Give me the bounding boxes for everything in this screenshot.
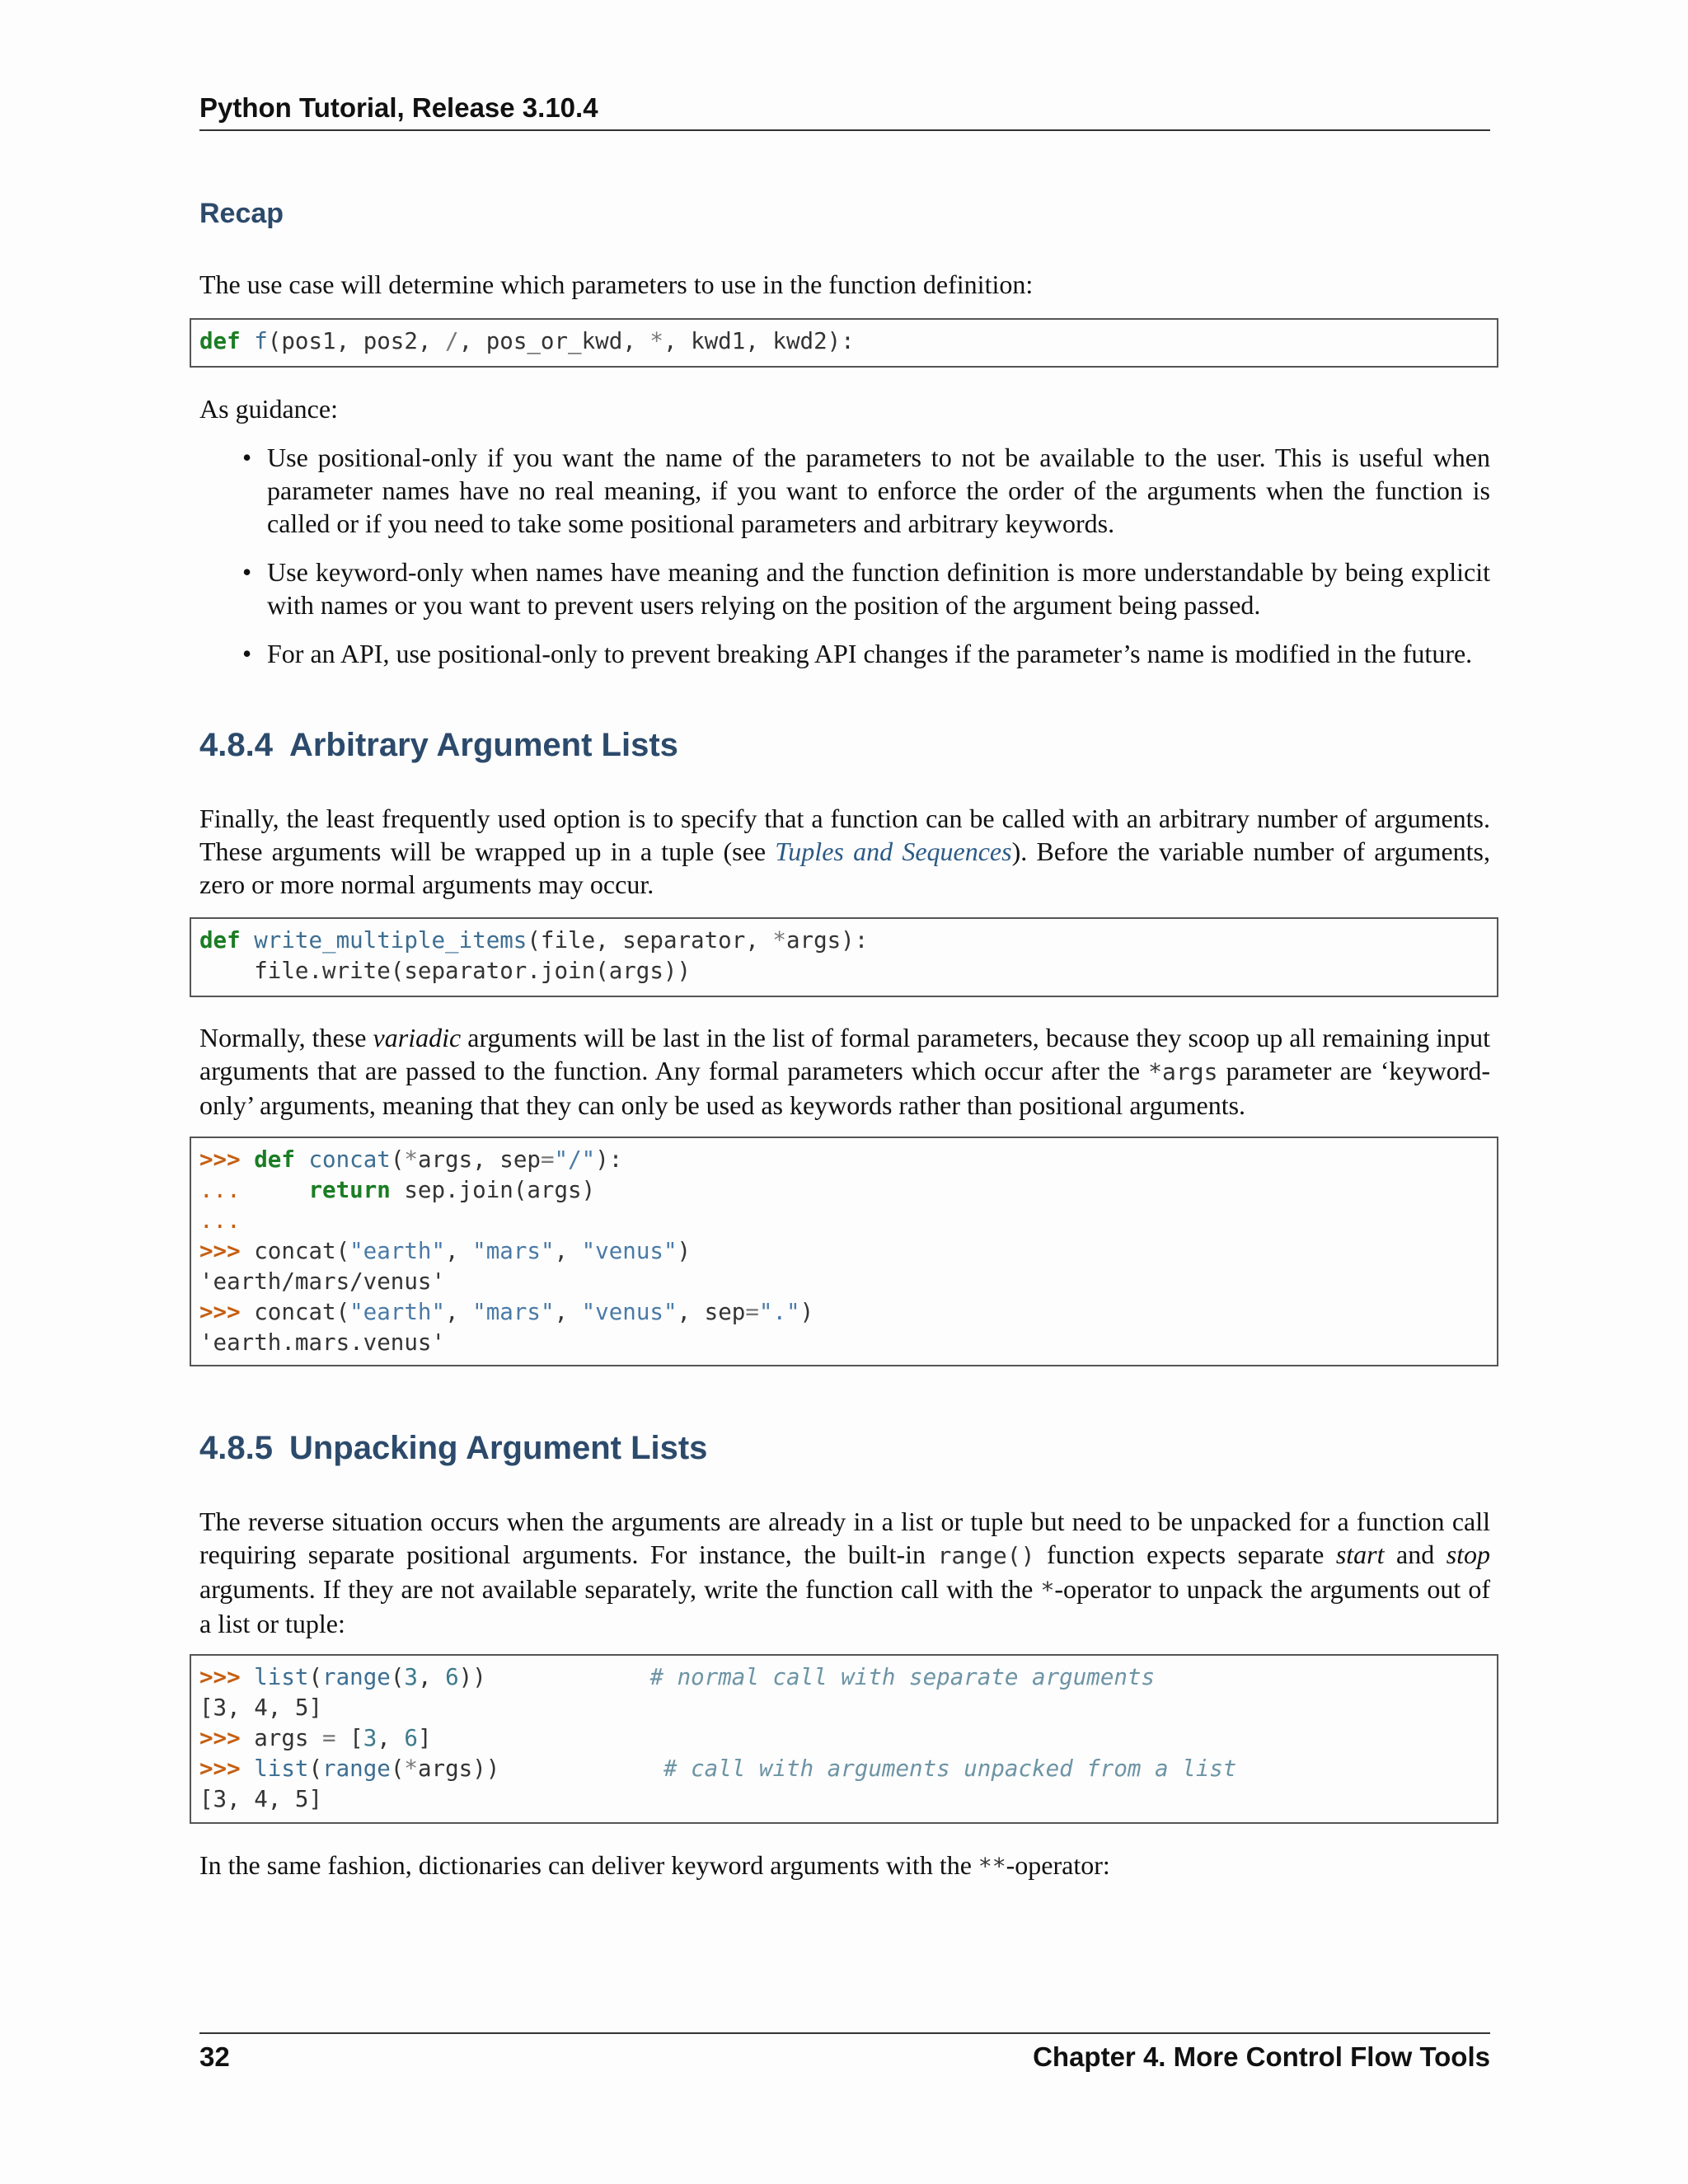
chapter-title: Chapter 4. More Control Flow Tools [1033, 2041, 1490, 2072]
running-header: Python Tutorial, Release 3.10.4 [199, 92, 598, 123]
guidance-label: As guidance: [199, 394, 338, 424]
code-block-unpacking: >>> list(range(3, 6)) # normal call with separate arguments [3, 4, 5] >>> args = [3, 6] >>> list(range(*args)) # call with arguments unpacked from a list [3, 4, 5] [190, 1654, 1498, 1824]
code-block-signature: def f(pos1, pos2, /, pos_or_kwd, *, kwd1, kwd2): [190, 318, 1498, 368]
page-number: 32 [199, 2041, 230, 2072]
footer-rule [199, 2032, 1490, 2034]
paragraph: Finally, the least frequently used option is to specify that a function can be called with an arbitrary number of arguments. These arguments will be wrapped up in a tuple (see Tuples and Sequences). Before the variable number of arguments, zero or more normal arguments may occur. [199, 804, 1491, 899]
paragraph: The reverse situation occurs when the arguments are already in a list or tuple but need to be unpacked for a function call requiring separate positional arguments. For instance, the built-in range() function expects separate start and stop arguments. If they are not available separately, write the function call with the *-operator to unpack the arguments out of a list or tuple: [199, 1507, 1491, 1638]
document-page [199, 0, 1490, 2184]
paragraph: Normally, these variadic arguments will be last in the list of formal parameters, because they scoop up all remaining input arguments that are passed to the function. Any formal parameters which occur after the *args parameter are ‘keyword-only’ arguments, meaning that they can only be used as keywords rather than positional arguments. [199, 1023, 1491, 1120]
section-heading-4-8-4: 4.8.4 Arbitrary Argument Lists [199, 727, 678, 763]
list-item: • For an API, use positional-only to prevent breaking API changes if the parameter’s name is modified in the future. [242, 639, 1473, 668]
running-footer [199, 2041, 1490, 2073]
link-tuples-and-sequences[interactable]: Tuples and Sequences [775, 837, 1012, 866]
section-heading-4-8-5: 4.8.5 Unpacking Argument Lists [199, 1430, 708, 1466]
recap-heading: Recap [199, 198, 284, 229]
code-block-concat: >>> def concat(*args, sep="/"): ... return sep.join(args) ... >>> concat("earth", "mars", "venus") 'earth/mars/venus' >>> concat("earth", "mars", "venus", sep=".") 'earth.mars.venus' [190, 1137, 1498, 1366]
list-item: • Use positional-only if you want the name of the parameters to not be available to the user. This is useful when parameter names have no real meaning, if you want to enforce the order of the arguments when the function is called or if you need to take some positional parameters and arbitrary keywords. [242, 443, 1490, 538]
header-rule [199, 129, 1490, 131]
code-block-write-multiple-items: def write_multiple_items(file, separator, *args): file.write(separator.join(args)) [190, 917, 1498, 997]
recap-intro: The use case will determine which parameters to use in the function definition: [199, 269, 1034, 299]
paragraph: In the same fashion, dictionaries can deliver keyword arguments with the **-operator: [199, 1850, 1110, 1880]
list-item: • Use keyword-only when names have meaning and the function definition is more understandable by being explicit with names or you want to prevent users relying on the position of the argument being passed. [242, 557, 1490, 620]
guidance-list [199, 441, 1490, 686]
